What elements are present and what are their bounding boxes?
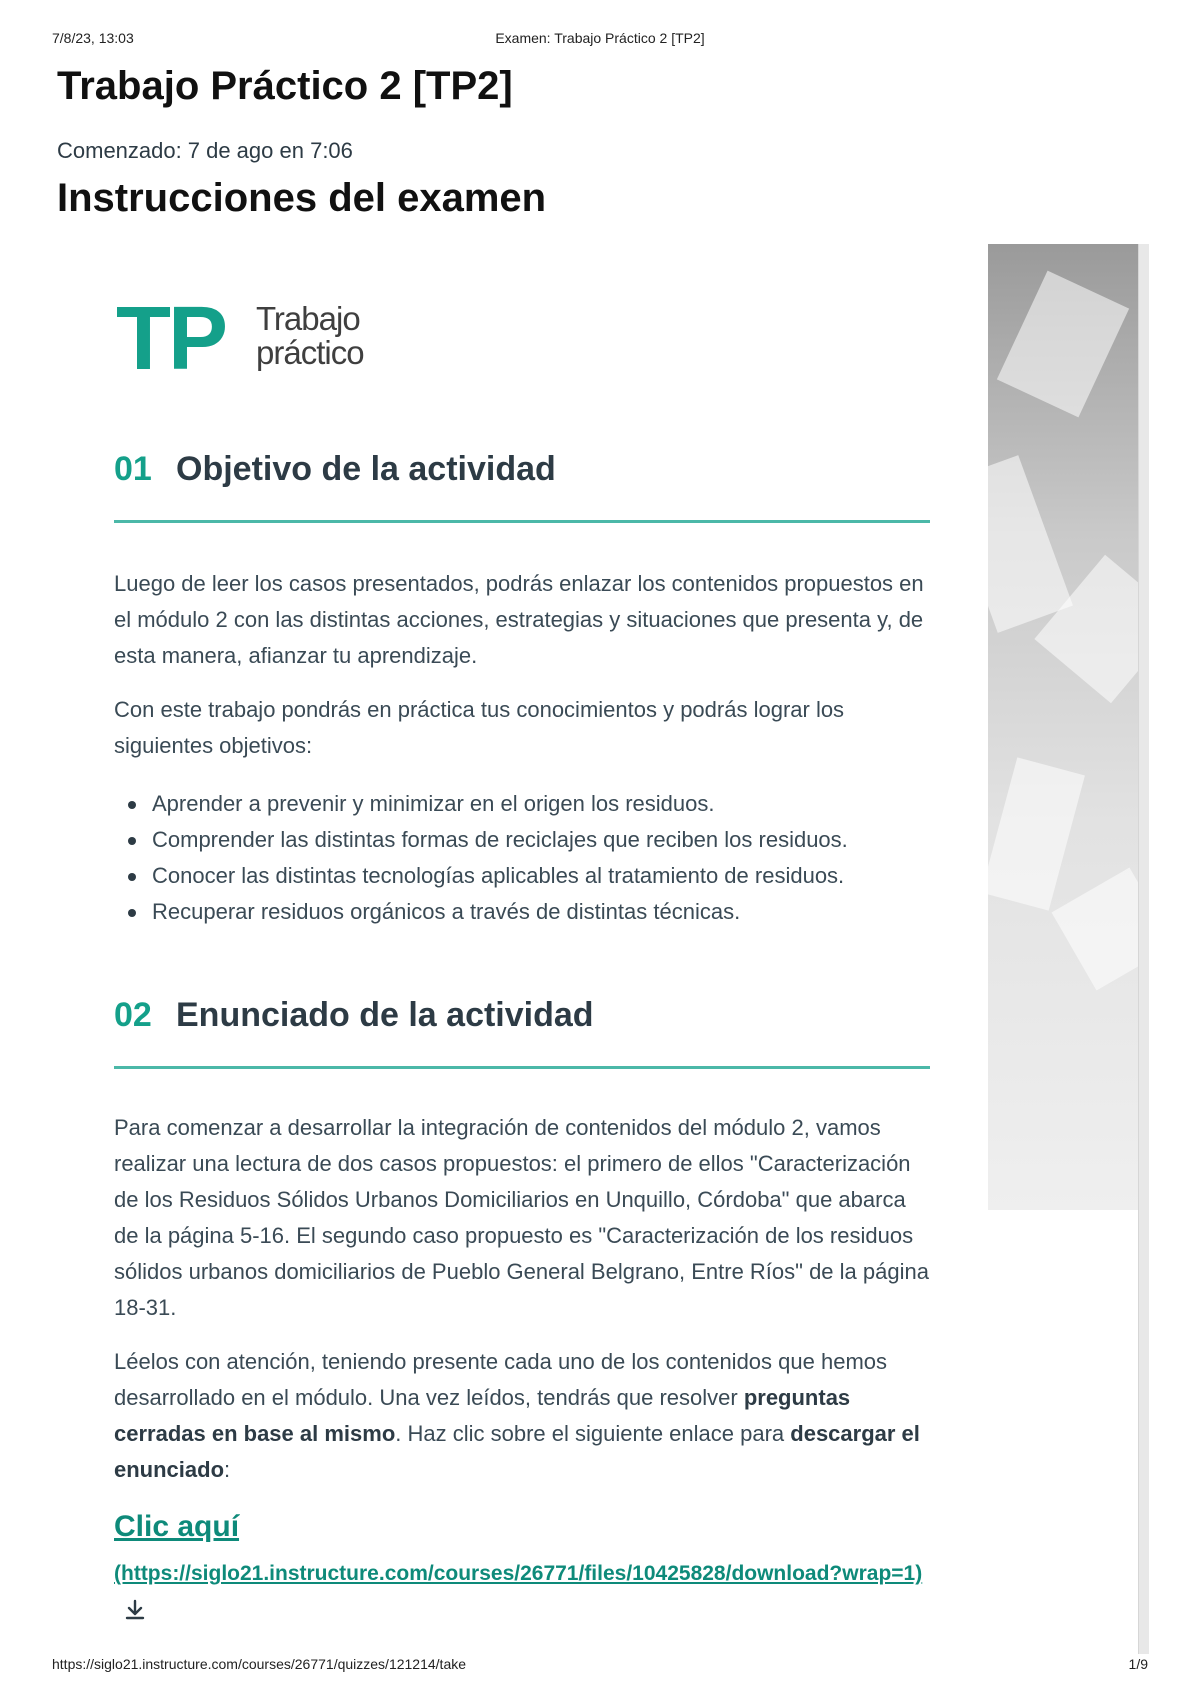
section-number: 02 (114, 996, 152, 1034)
list-item: Conocer las distintas tecnologías aplicables al tratamiento de residuos. (114, 858, 930, 894)
tp-logo-mark: TP (116, 289, 226, 389)
section-title: Enunciado de la actividad (176, 996, 594, 1034)
statement-bold-text: preguntas cerradas en base al mismo (114, 1385, 851, 1446)
print-header (52, 30, 1148, 46)
section-title: Objetivo de la actividad (176, 450, 556, 488)
statement-text: . Haz clic sobre el siguiente enlace para (395, 1421, 791, 1446)
started-info (57, 138, 353, 164)
click-here-link[interactable]: Clic aquí (114, 1510, 240, 1543)
download-icon[interactable] (124, 1599, 146, 1621)
objectives-list (114, 786, 930, 930)
statement-paragraph-1: Para comenzar a desarrollar la integración de contenidos del módulo 2, vamos realizar una lectura de dos casos propuestos: el primero de ellos "Caracterización de los Residuos Sólidos Urbanos Domiciliarios en Unquillo, Córdoba" que abarca de la página 5-16. El segundo caso propuesto es "Caracterización de los residuos sólidos urbanos domiciliarios de Pueblo General Belgrano, Entre Ríos" de la página 18-31. (114, 1115, 929, 1320)
scrollbar[interactable] (1138, 244, 1149, 1654)
print-datetime: 7/8/23, 13:03 (52, 30, 134, 46)
statement-bold-text: descargar el enunciado (114, 1421, 920, 1482)
download-link[interactable] (114, 1556, 930, 1628)
tp-logo-line1: Trabajo (256, 300, 360, 337)
print-page-number: 1/9 (1128, 1656, 1148, 1672)
tp-logo-text (256, 302, 364, 370)
page-title: Trabajo Práctico 2 [TP2] (57, 64, 513, 108)
section-number: 01 (114, 450, 152, 488)
list-item: Aprender a prevenir y minimizar en el origen los residuos. (114, 786, 930, 822)
started-label: Comenzado: (57, 138, 182, 163)
print-url: https://siglo21.instructure.com/courses/26771/quizzes/121214/take (52, 1656, 467, 1672)
list-item: Comprender las distintas formas de reciclajes que reciben los residuos. (114, 822, 930, 858)
list-item: Recuperar residuos orgánicos a través de distintas técnicas. (114, 894, 930, 930)
started-value: 7 de ago en 7:06 (187, 138, 353, 163)
statement-paragraph-2 (114, 1344, 930, 1488)
instructions-title: Instrucciones del examen (57, 176, 547, 220)
objective-paragraph-1: Luego de leer los casos presentados, podrás enlazar los contenidos propuestos en el módulo 2 con las distintas acciones, estrategias y situaciones que presenta y, de esta manera, afianzar tu aprendizaje. (114, 571, 924, 668)
section-objective-header (114, 450, 930, 523)
print-page-title: Examen: Trabajo Práctico 2 [TP2] (495, 30, 705, 46)
statement-text: Léelos con atención, teniendo presente cada uno de los contenidos que hemos desarrollado en el módulo. Una vez leídos, tendrás que resolver (114, 1349, 888, 1410)
statement-text: : (224, 1457, 231, 1482)
print-footer (52, 1656, 1148, 1672)
section-statement-header (114, 996, 930, 1069)
objective-paragraph-2: Con este trabajo pondrás en práctica tus conocimientos y podrás lograr los siguientes objetivos: (114, 697, 845, 758)
tp-logo-line2: práctico (256, 334, 364, 371)
decorative-side-image (988, 244, 1138, 1210)
download-url[interactable]: (https://siglo21.instructure.com/courses/26771/files/10425828/download?wrap=1) (114, 1562, 923, 1585)
